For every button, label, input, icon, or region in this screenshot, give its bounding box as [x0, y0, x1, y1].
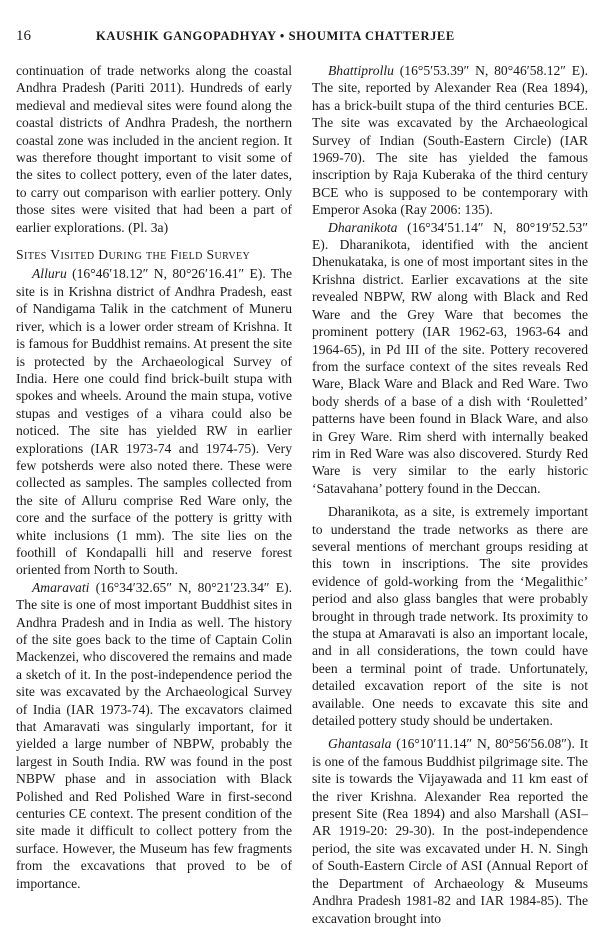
- page-header: [16, 28, 588, 54]
- alluru-paragraph: [16, 265, 292, 578]
- dharanikota-second-paragraph: Dharanikota, as a site, is extremely important to understand the trade networks as there are several mentions of merchant groups residing at this town in inscriptions. The site provides evidence of gold-working from the ‘Megalithic’ period and also glass bangles that were probably brought in through trade network. Its proximity to the stupa at Amaravati is also an important locale, and in all considerations, the town could have been a terminal point of trade. Unfortunately, detailed excavation report of the site is not available. One needs to excavate this site and detailed pottery study should be undertaken.: [312, 504, 588, 729]
- dharanikota-text: (16°34′51.14″ N, 80°19′52.53″ E). Dharanikota, identified with the ancient Dhenukataka, is one of most important sites in the Krishna district. Earlier excavations at the site revealed NBPW, RW along with Black and Red Ware and the Grey Ware that becomes the prominent pottery (IAR 1962-63, 1963-64 and 1964-65), in Pd III of the site. Pottery recovered from the surface context of the sites reveals Red Ware, Black Ware and Black and Red Ware. Two body sherds of a base of a dish with ‘Rouletted’ patterns have been found in Black Ware, and also in Grey Ware. Rim sherd with internally beaked rim in Red Ware was also discovered. Sturdy Red Ware is very similar to the early historic ‘Satavahana’ pottery found in the Deccan.: [312, 219, 588, 496]
- site-name-amaravati: Amaravati: [32, 579, 90, 595]
- site-name-bhattiprollu: Bhattiprollu: [328, 63, 394, 78]
- ghantasala-text: (16°10′11.14″ N, 80°56′56.08″). It is one of the famous Buddhist pilgrimage site. The site is towards the Vijayawada and 11 km east of the river Krishna. Alexander Rea reported the present Site (Rea 1894) and also Marshall (ASI–AR 1919-20: 29-30). In the post-independence period, the site was excavated under H. N. Singh of South-Eastern Circle of ASI (Annual Report of the Department of Archaeology & Museums Andhra Pradesh 1981-82 and IAR 1984-85). The excavation brought into: [312, 736, 588, 926]
- site-name-dharanikota: Dharanikota: [328, 219, 398, 235]
- bhattiprollu-paragraph: [312, 62, 588, 219]
- site-name-alluru: Alluru: [32, 266, 67, 282]
- alluru-text: (16°46′18.12″ N, 80°26′16.41″ E). The site is in Krishna district of Andhra Pradesh, east of Nandigama Talik in the catchment of Muneru river, which is a lower order stream of Krishna. It is famous for Buddhist remains. At present the site is protected by the Archaeological Survey of India. Here one could find brick-built stupa with spokes and wheels. Around the main stupa, votive stupas and vestiges of a vihara could also be noticed. The site has yielded RW in earlier explorations (IAR 1973-74 and 1974-75). Very few potsherds were also noted there. These were collected as samples. The samples collected from the site of Alluru comprise Red Ware only, the core and the surface of the pottery is gritty with white inclusions (1 mm). The site lies on the foothill of Kondapalli hill and reserve forest oriented from North to South.: [16, 266, 292, 578]
- bhattiprollu-text: (16°5′53.39″ N, 80°46′58.12″ E). The site, reported by Alexander Rea (Rea 1894), has a brick-built stupa of the third centuries BCE. The site was excavated by the Archaeological Survey of Indian (South-Eastern Circle) (IAR 1969-70). The site has yielded the famous inscription by Raja Kuberaka of the third century BCE who is supposed to be contemporary with Emperor Asoka (Ray 2006: 135).: [312, 63, 588, 218]
- ghantasala-paragraph: [312, 735, 588, 926]
- right-column: [312, 62, 588, 927]
- amaravati-text: (16°34′32.65″ N, 80°21′23.34″ E). The site is one of most important Buddhist sites in Andhra Pradesh and in India as well. The history of the site goes back to the time of Captain Colin Mackenzei, who discovered the remains and made a sketch of it. In the post-independence period the site was excavated by the Archaeological Survey of India (IAR 1973-74). The excavators claimed that Amaravati was singularly important, for it yielded a large number of NBPW, probably the largest in South India. RW was found in the post NBPW phase and in association with Black Polished and Red Polished Ware in first-second centuries CE context. The present condition of the site made it difficult to collect pottery from the surface. However, the Museum has few fragments from the excavations that proved to be of importance.: [16, 579, 292, 891]
- left-column: [16, 62, 292, 927]
- page-number: 16: [16, 28, 31, 44]
- two-column-body: [16, 62, 588, 927]
- amaravati-paragraph: [16, 579, 292, 892]
- intro-paragraph: continuation of trade networks along the coastal Andhra Pradesh (Pariti 2011). Hundreds of early medieval and medieval sites were found along the coastal districts of Andhra Pradesh, the northern coastal zone was included in the ancient region. It was therefore thought important to visit some of the sites to collect pottery, even of the later dates, to carry out comparison with earlier pottery. Only those sites were visited that had been a part of earlier explorations. (Pl. 3a): [16, 63, 292, 235]
- running-head: KAUSHIK GANGOPADHYAY • SHOUMITA CHATTERJEE: [96, 29, 455, 43]
- site-name-ghantasala: Ghantasala: [328, 736, 392, 752]
- section-heading: Sites Visited During the Field Survey: [16, 247, 251, 263]
- dharanikota-paragraph: [312, 219, 588, 498]
